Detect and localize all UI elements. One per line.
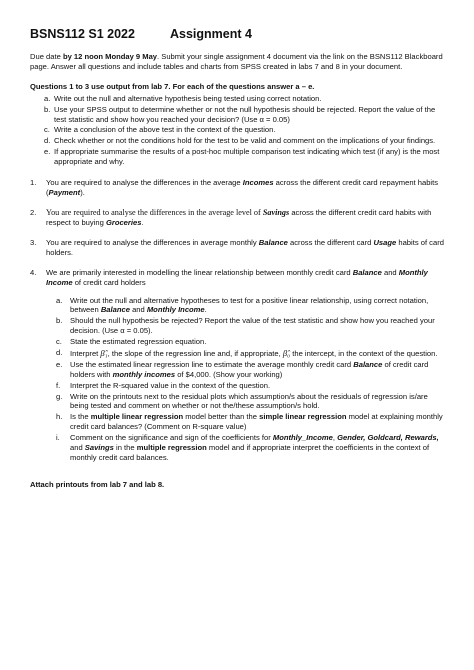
numbered-questions (30, 178, 448, 464)
section-sub-questions (30, 94, 448, 167)
list-item: c. State the estimated regression equation. (56, 336, 207, 346)
question-4-sub-questions (44, 296, 448, 463)
list-item: e. If appropriate summarise the results of a post-hoc multiple comparison test indicating which test (if any) is the most appropriate and why. (44, 147, 440, 166)
title-row (30, 26, 448, 42)
intro-paragraph (30, 52, 448, 72)
list-item: c. Write a conclusion of the above test in the context of the question. (44, 125, 276, 135)
intro-text-2: . Submit your single assignment 4 document via the link on the BSNS112 Blackboard page. Answer all questions and include tables and charts from SPSS created in labs 7 and 8 in your document. (30, 52, 443, 72)
assignment-title: Assignment 4 (170, 27, 252, 41)
question-4: 4. We are primarily interested in modelling the linear relationship between monthly credit card Balance and Monthly Income of credit card holders a. Write out the null and alternative hypotheses to test for a positive linear relationship, using correct notation, between Balance and Monthly Income. b. Should the null hypothesis be rejected? Report the value of the test statistic and show how you reached your decision. (Use α = 0.05). c. State the estimated regression equation. d. Interpret β̂₁, the slope of the regression line and, if appropriate, β̂₀ the intercept, in the context of the question. e. Use the estimated linear regression line to estimate the average monthly credit card Balance of credit card holders with monthly incomes of $4,000. (Show your working) f. Interpret the R-squared value in the context of the question. g. Write on the printouts next to the residual plots which assumption/s about the residuals of regression is/are being tested and comment on whether or not the/these assumption/s hold. h. Is the multiple linear regression model better than the simple linear regression model at explaining monthly credit card balances? (Comment on R-square value) i. Comment on the significance and sign of the coefficients for Monthly_Income, Gender, Goldcard, Rewards, and Savings in the multiple regression model and if appropriate interpret the coefficients in the context of monthly credit card balances. (30, 268, 448, 464)
beta1-hat-symbol: β̂₁ (100, 347, 108, 358)
list-item: b. Should the null hypothesis be rejected? Report the value of the test statistic and show how you reached your decision. (Use α = 0.05). (56, 316, 435, 336)
keyword-savings: Savings (262, 207, 290, 217)
question-4-stem: We are primarily interested in modelling the linear relationship between monthly credit card Balance and Monthly Income of credit card holders (46, 267, 428, 287)
list-item: i. Comment on the significance and sign of the coefficients for Monthly_Income, Gender, Goldcard, Rewards, and Savings in the multiple regression model and if appropriate interpret the coefficients in the context of monthly credit card balances. (56, 433, 439, 462)
list-item: h. Is the multiple linear regression model better than the simple linear regression model at explaining monthly credit card balances? (Comment on R-square value) (56, 412, 443, 432)
question-2: 2. You are required to analyse the differences in the average level of Savings across the different credit card habits with respect to buying Groceries. (30, 207, 432, 228)
attach-note: Attach printouts from lab 7 and lab 8. (30, 479, 165, 489)
list-item: d. Check whether or not the conditions hold for the test to be valid and comment on the implications of your findings. (44, 136, 436, 146)
keyword-groceries: Groceries (105, 218, 142, 228)
list-item: a. Write out the null and alternative hypothesis being tested using correct notation. (44, 93, 322, 103)
list-item: g. Write on the printouts next to the residual plots which assumption/s about the residuals of regression is/are being tested and comment on whether or not the/these assumption/s hold. (56, 391, 428, 411)
due-date: by 12 noon Monday 9 May (62, 52, 158, 62)
list-item: f. Interpret the R-squared value in the context of the question. (56, 380, 271, 390)
list-item: a. Write out the null and alternative hypotheses to test for a positive linear relationship, using correct notation, between Balance and Monthly Income. (56, 295, 429, 315)
course-title: BSNS112 S1 2022 (30, 27, 135, 41)
intro-text-1: Due date (30, 52, 63, 62)
keyword-payment: Payment (48, 187, 81, 197)
question-3: 3. You are required to analyse the differences in average monthly Balance across the different card Usage habits of card holders. (30, 238, 444, 257)
list-item: b. Use your SPSS output to determine whether or not the null hypothesis should be rejected. Report the value of the test statistic and show how you reached your decision? (Use α = 0.05) (44, 104, 436, 124)
list-item: e. Use the estimated linear regression line to estimate the average monthly credit card Balance of credit card holders with monthly incomes of $4,000. (Show your working) (56, 359, 429, 379)
keyword-incomes: Incomes (242, 177, 274, 187)
keyword-balance: Balance (258, 238, 288, 248)
assignment-page (30, 26, 448, 489)
section-heading: Questions 1 to 3 use output from lab 7. For each of the questions answer a – e. (30, 81, 315, 91)
list-item: d. Interpret β̂₁, the slope of the regression line and, if appropriate, β̂₀ the intercept, in the context of the question. (56, 347, 438, 358)
beta0-hat-symbol: β̂₀ (282, 347, 291, 358)
keyword-usage: Usage (373, 238, 397, 248)
question-1: 1. You are required to analyse the differences in the average Incomes across the different credit card repayment habits (Payment). (30, 177, 439, 197)
